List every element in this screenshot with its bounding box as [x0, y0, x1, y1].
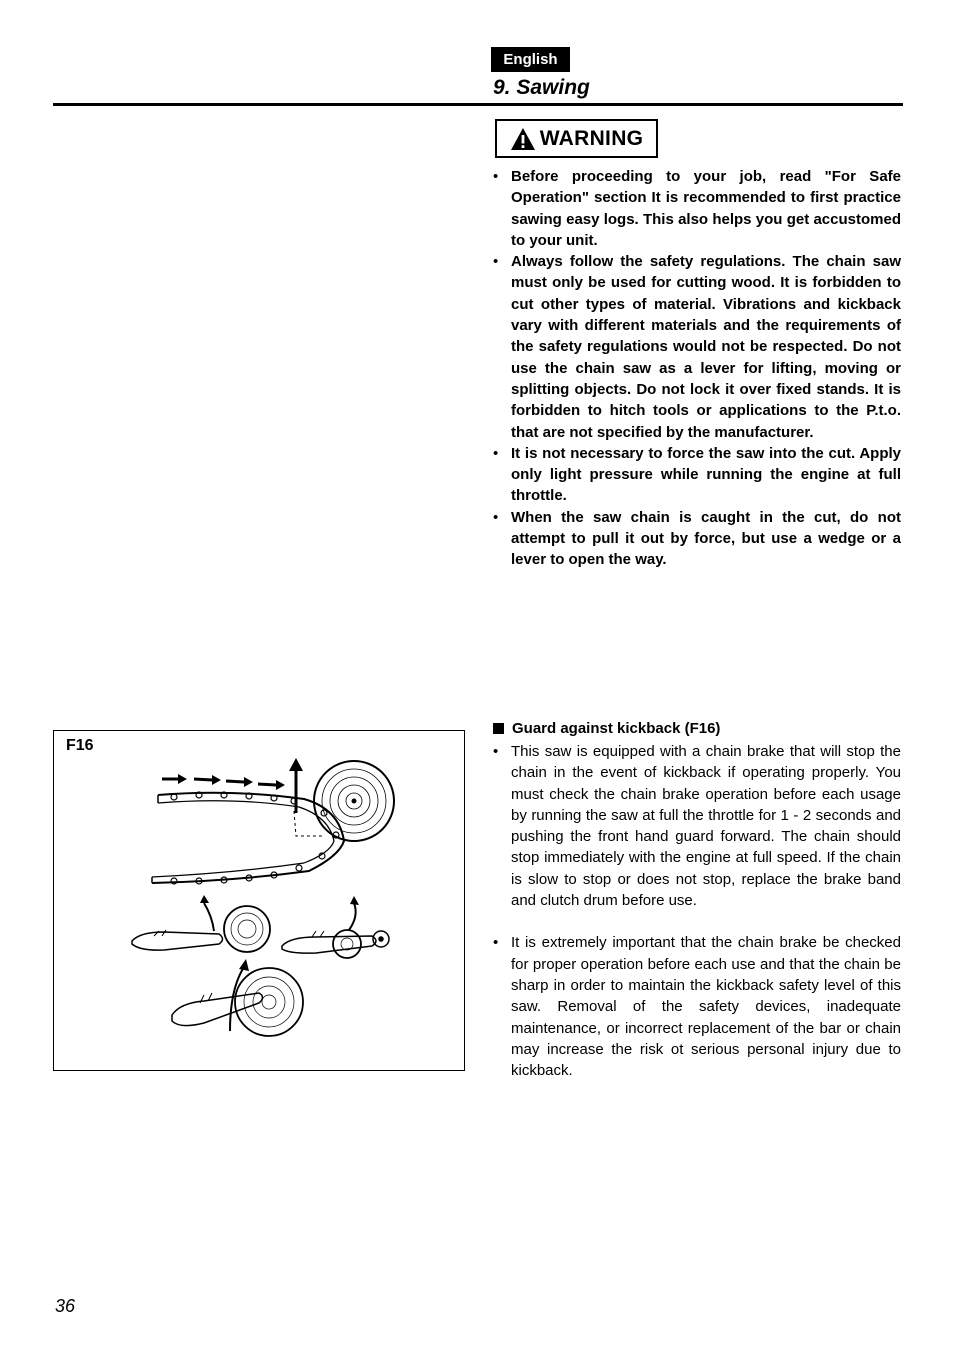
- warning-list: [493, 166, 901, 571]
- header-divider: [53, 103, 903, 106]
- kickback-arrow: [289, 758, 303, 813]
- log-illustration: [314, 761, 394, 841]
- warning-item: • When the saw chain is caught in the cut, do not attempt to pull it out by force, but use a wedge or a lever to open the way.: [493, 507, 901, 571]
- warning-item: • Before proceeding to your job, read "For Safe Operation" section It is recommended to first practice sawing easy logs. This also helps you get accustomed to your unit.: [493, 166, 901, 251]
- kickback-item: • This saw is equipped with a chain brake that will stop the chain in the event of kickback if operating properly. You must check the chain brake operation before each usage by running the saw at full the throttle for 1 - 2 seconds and pushing the front hand guard forward. The chain should stop immediately with the engine at full speed. If the chain is slow to stop or does not stop, replace the brake band and clutch drum before use.: [493, 741, 901, 911]
- chain-direction-arrows: [162, 774, 285, 790]
- small-saw-3: [172, 959, 303, 1036]
- small-saw-2: [282, 896, 389, 958]
- kickback-list: [493, 741, 901, 1081]
- warning-box: [495, 119, 658, 158]
- warning-item: • Always follow the safety regulations. The chain saw must only be used for cutting wood. It is forbidden to cut other types of material. Vibrations and kickback vary with different materials and the requirements of the safety regulations would not be respected. Do not use the chain saw as a lever for lifting, moving or splitting objects. Do not lock it over fixed stands. It is forbidden to hitch tools or applications to the P.t.o. that are not specified by the manufacturer.: [493, 251, 901, 443]
- kickback-item: • It is extremely important that the chain brake be checked for proper operation before each use and that the chain be sharp in order to maintain the kickback safety level of this saw. Removal of the safety devices, inadequate maintenance, or incorrect replacement of the bar or chain may increase the risk ot serious personal injury due to kickback.: [493, 932, 901, 1081]
- warning-item: • It is not necessary to force the saw into the cut. Apply only light pressure while running the engine at full throttle.: [493, 443, 901, 507]
- small-saw-1: [129, 895, 270, 1072]
- square-bullet-icon: [493, 723, 504, 734]
- warning-label: WARNING: [539, 126, 644, 150]
- kickback-heading-text: Guard against kickback (F16): [512, 720, 721, 737]
- page-number: 36: [55, 1296, 76, 1316]
- kickback-heading: [493, 720, 720, 737]
- section-title: 9. Sawing: [493, 76, 590, 99]
- figure-label: F16: [66, 737, 94, 754]
- warning-triangle-icon: [510, 127, 536, 151]
- language-label: English: [503, 51, 558, 68]
- language-badge: [491, 47, 570, 72]
- kickback-illustration: [54, 731, 466, 1072]
- figure-f16: [53, 730, 465, 1071]
